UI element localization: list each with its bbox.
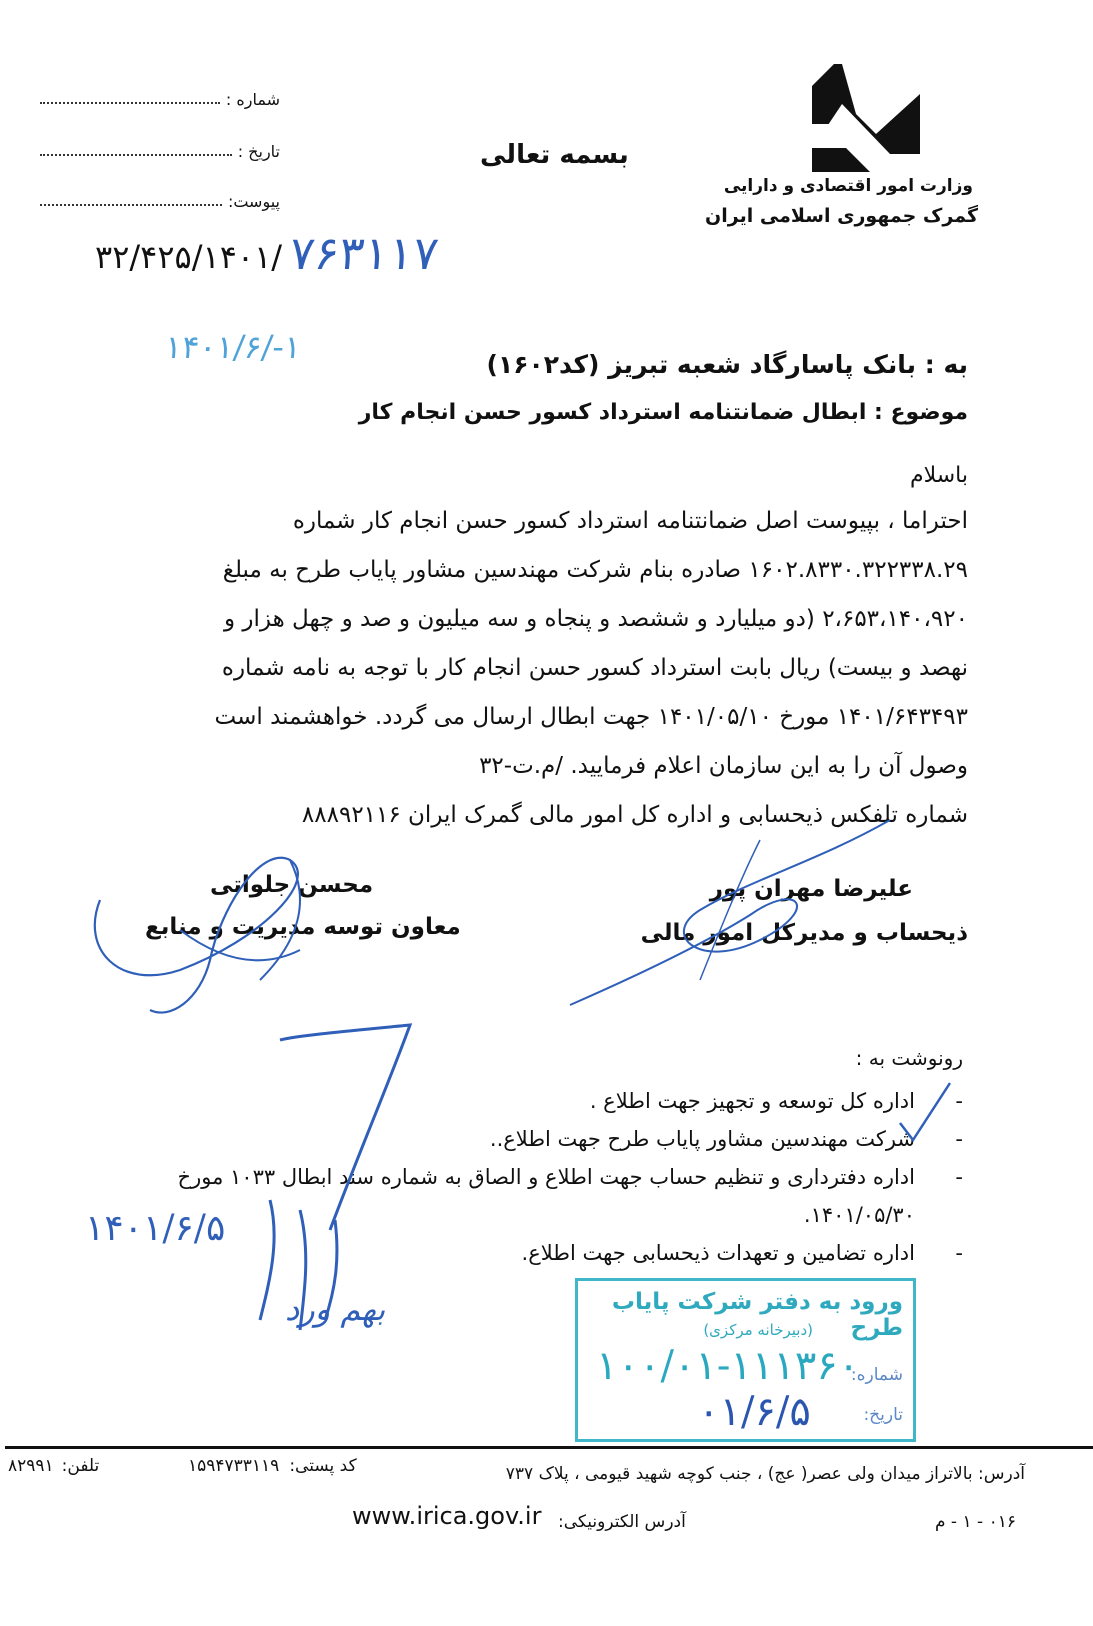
cc-item-text: اداره دفترداری و تنظیم حساب جهت اطلاع و الصاق به شماره سند ابطال ۱۰۳۳ مورخ ۱۴۰۱/۰۵/۳۰. — [177, 1165, 915, 1227]
cc-heading: رونوشت به : — [855, 1046, 963, 1070]
cc-item-text: شرکت مهندسین مشاور پایاب طرح جهت اطلاع.. — [489, 1127, 915, 1151]
handwritten-date: ۱۴۰۱/۶/۵ — [85, 1208, 226, 1249]
footer-address: آدرس: بالاتراز میدان ولی عصر( عج) ، جنب کوچه شهید قیومی ، پلاک ۷۳۷ — [505, 1464, 1025, 1484]
date-handwritten: ۱۴۰۱/۶/-۱ — [163, 328, 304, 366]
number-label: شماره : — [225, 90, 280, 109]
stamp-subtitle: (دبیرخانه مرکزی) — [703, 1321, 813, 1339]
attachment-field — [40, 192, 280, 211]
cc-item-text: اداره تضامین و تعهدات ذیحسابی جهت اطلاع. — [521, 1241, 915, 1265]
basmala: بسمه تعالی — [480, 140, 629, 170]
signatory-name: محسن جلواتی — [210, 872, 374, 898]
body-line: ۱۴۰۱/۶۴۳۴۹۳ مورخ ۱۴۰۱/۰۵/۱۰ جهت ابطال ارسال می گردد. خواهشمند است — [214, 704, 968, 730]
cc-dash: - — [955, 1089, 963, 1113]
phone-label: تلفن: — [61, 1456, 100, 1476]
phone-number: ۸۲۹۹۱ — [8, 1456, 54, 1476]
body-line: شماره تلفکس ذیحسابی و اداره کل امور مالی گمرک ایران ۸۸۸۹۲۱۱۶ — [301, 802, 968, 828]
greeting: باسلام — [909, 463, 968, 488]
subject: موضوع : ابطال ضمانتنامه استرداد کسور حسن انجام کار — [358, 400, 968, 425]
cc-dash: - — [955, 1241, 963, 1265]
stamp-date-value: ۰۱/۶/۵ — [698, 1389, 811, 1435]
ministry-name: وزارت امور اقتصادی و دارایی — [723, 176, 973, 196]
letter-body — [62, 497, 968, 840]
body-line: ۲،۶۵۳،۱۴۰،۹۲۰ (دو میلیارد و ششصد و پنجاه و سه میلیون و صد و چهل هزار و — [223, 606, 968, 632]
footer-phone — [8, 1456, 99, 1476]
date-dots — [40, 154, 232, 156]
stamp-number-label: شماره: — [850, 1365, 903, 1385]
signatory-title: معاون توسه مدیریت و منابع — [145, 914, 461, 940]
body-line: احتراما ، بپیوست اصل ضمانتنامه استرداد کسور حسن انجام کار شماره — [292, 508, 968, 534]
website-link[interactable]: www.irica.gov.ir — [352, 1502, 542, 1530]
reference-number-printed: ۳۲/۴۲۵/۱۴۰۱/ — [95, 238, 283, 276]
signatory-name: علیرضا مهران پور — [709, 876, 913, 902]
check-mark-icon — [895, 1078, 955, 1148]
number-dots — [40, 102, 220, 104]
signatory-title: ذیحساب و مدیرکل امور مالی — [640, 920, 968, 946]
number-field — [40, 90, 280, 109]
stamp-date-label: تاریخ: — [863, 1405, 903, 1425]
addressee: به : بانک پاسارگاد شعبه تبریز (کد۱۶۰۲) — [486, 350, 968, 379]
cc-dash: - — [955, 1165, 963, 1189]
attachment-label: پیوست: — [227, 192, 280, 211]
organization-name: گمرک جمهوری اسلامی ایران — [705, 205, 978, 227]
footer-postal — [188, 1456, 357, 1476]
cc-item-text: اداره کل توسعه و تجهیز جهت اطلاع . — [589, 1089, 915, 1113]
email-label: آدرس الکترونیکی: — [558, 1512, 686, 1532]
cc-dash: - — [955, 1127, 963, 1151]
body-line: وصول آن را به این سازمان اعلام فرمایید. /م.ت-۳۲ — [479, 753, 968, 779]
attachment-dots — [40, 204, 222, 206]
form-code: ۰۱۶ - ۱ - م — [935, 1512, 1016, 1532]
receipt-stamp — [575, 1278, 916, 1442]
stamp-title: ورود به دفتر شرکت پایاب طرح — [611, 1289, 903, 1341]
customs-logo — [812, 64, 920, 172]
postal-label: کد پستی: — [289, 1456, 357, 1476]
reference-number-handwritten: ۷۶۳۱۱۷ — [287, 226, 442, 280]
stamp-number-value: ۱۰۰/۰۱-۱۱۱۳۶۰ — [596, 1343, 860, 1389]
footer-rule — [5, 1446, 1093, 1449]
date-field — [40, 142, 280, 161]
body-line: نهصد و بیست) ریال بابت استرداد کسور حسن انجام کار با توجه به نامه شماره — [221, 655, 968, 681]
postal-code: ۱۵۹۴۷۳۳۱۱۹ — [188, 1456, 280, 1476]
body-line: ۱۶۰۲.۸۳۳۰.۳۲۲۳۳۸.۲۹ صادره بنام شرکت مهندسین مشاور پایاب طرح به مبلغ — [222, 557, 968, 583]
handwritten-text: بهم ورد — [285, 1290, 386, 1328]
signature-scribbles — [60, 820, 960, 1040]
date-label: تاریخ : — [237, 142, 280, 161]
